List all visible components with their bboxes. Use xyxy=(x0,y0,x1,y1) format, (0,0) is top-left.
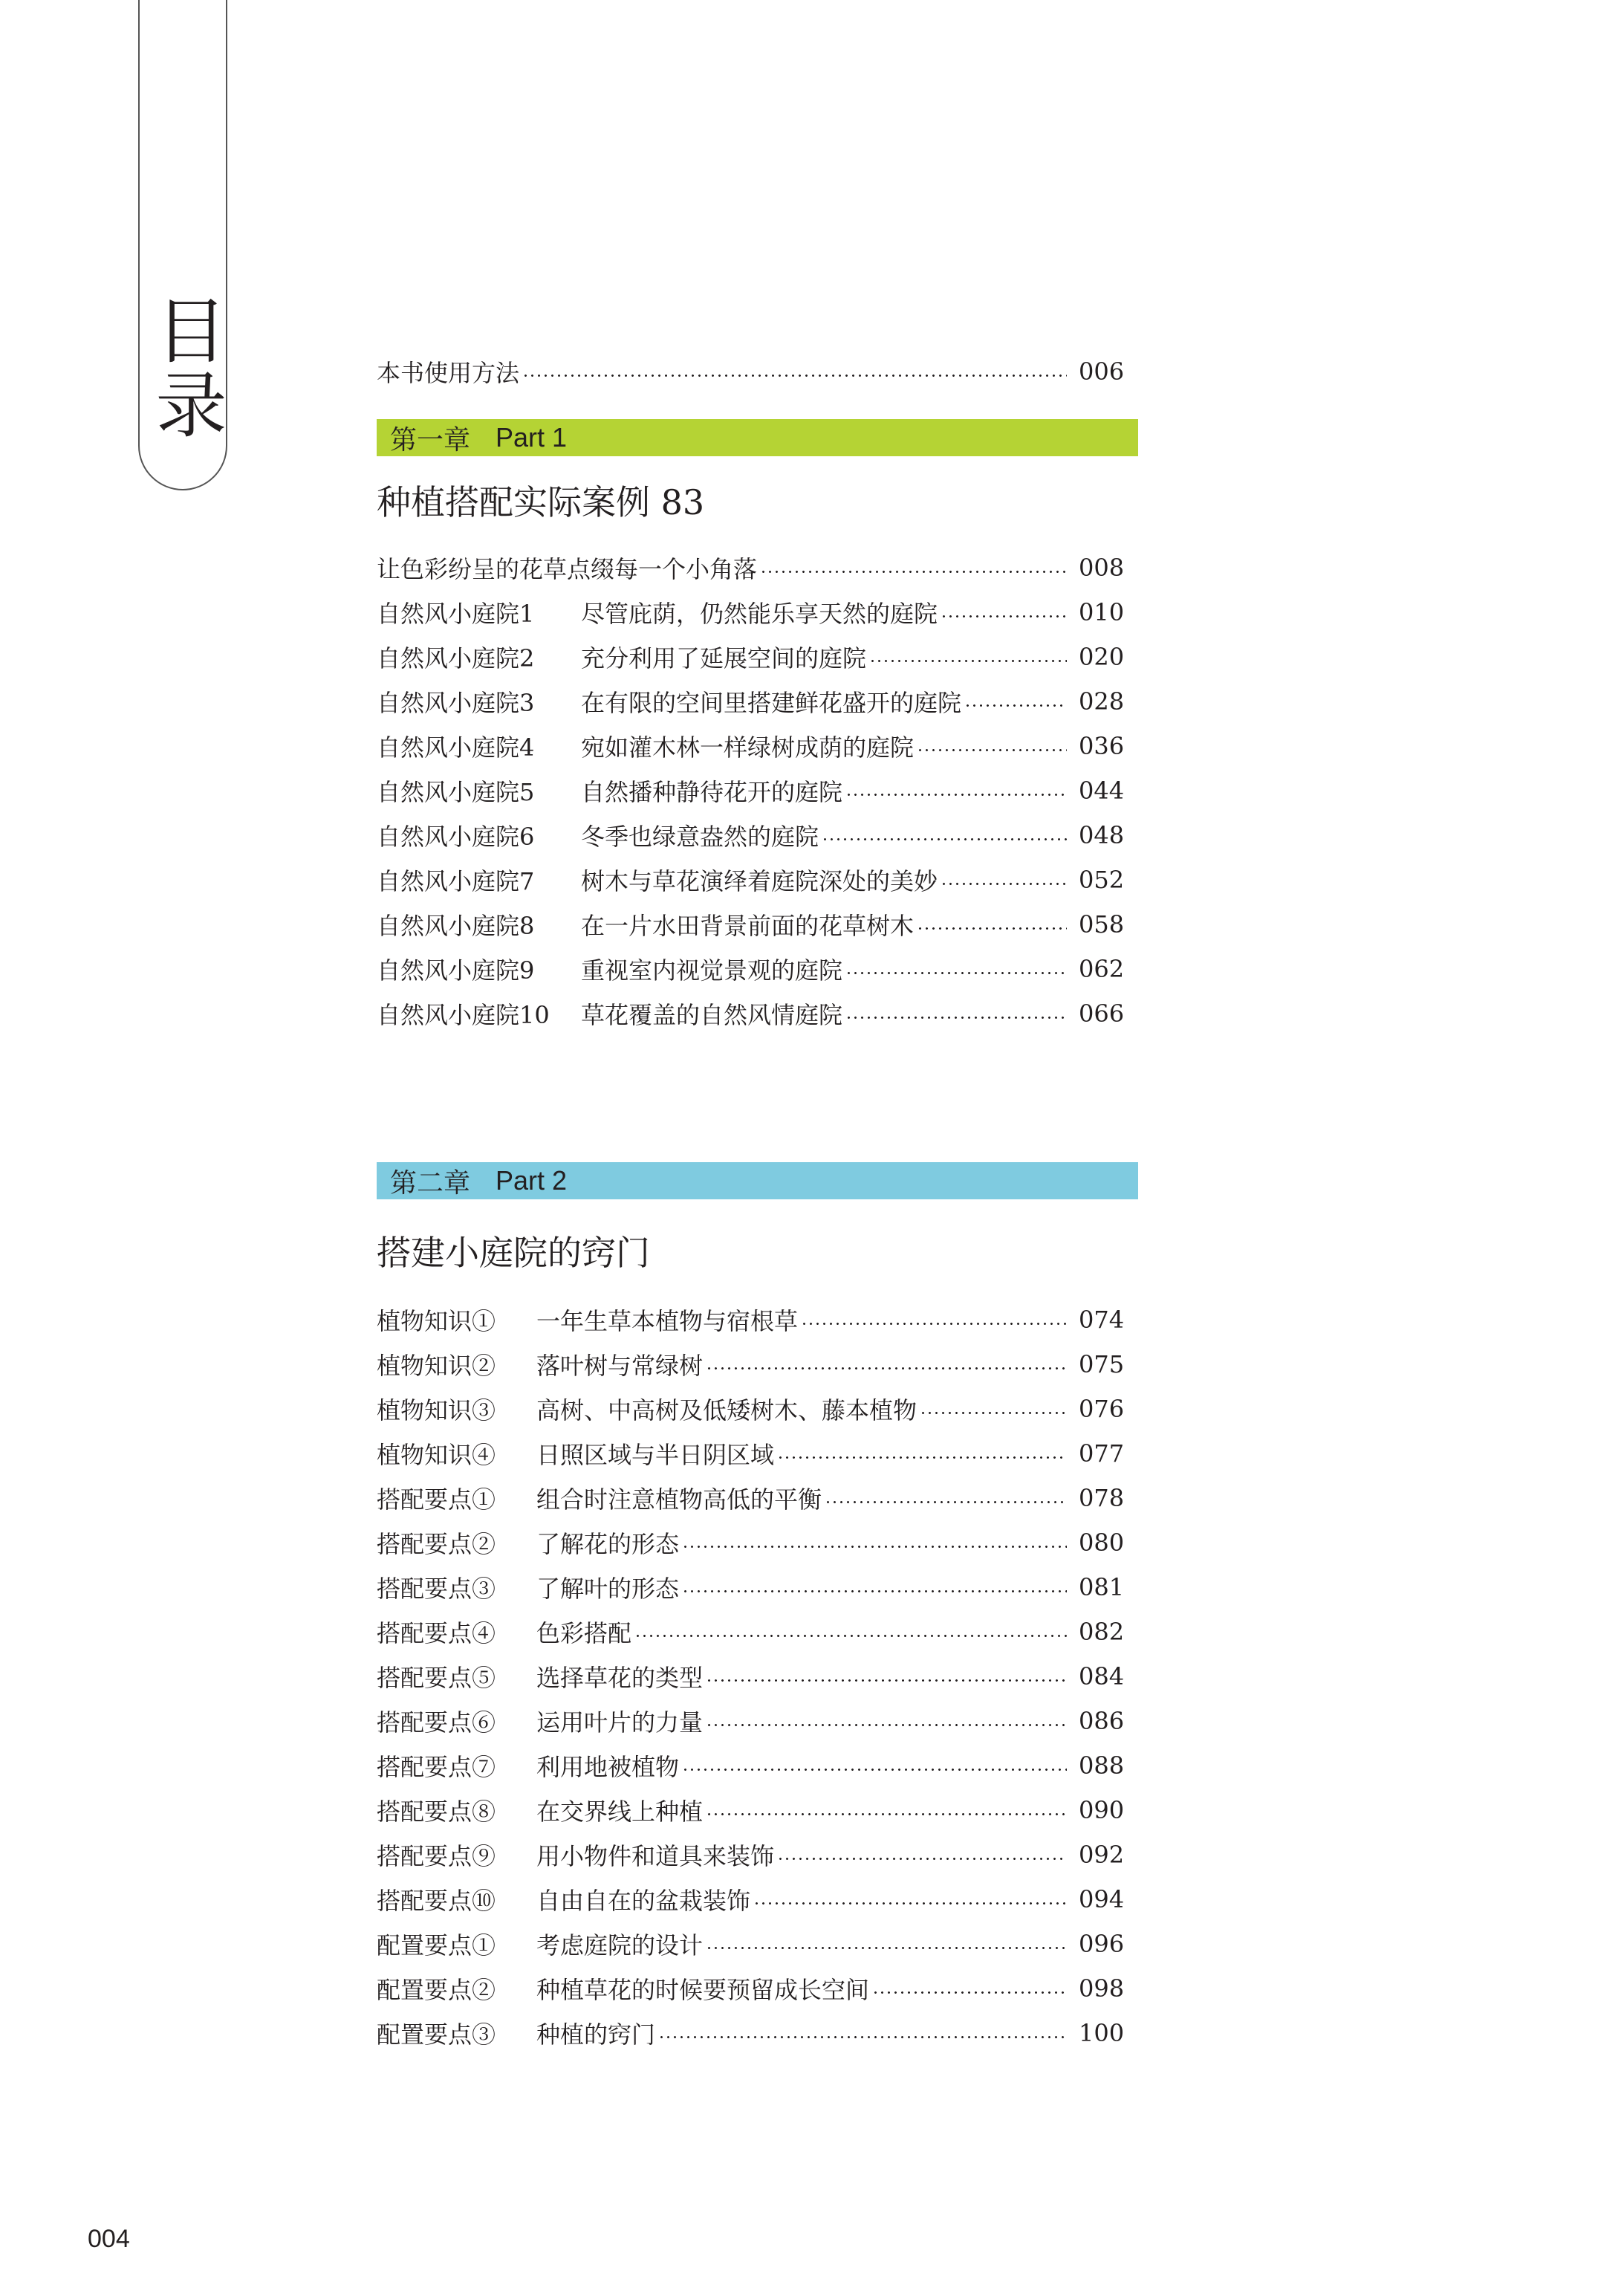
chapter2-part: Part 2 xyxy=(496,1165,568,1196)
entry-page: 006 xyxy=(1079,357,1125,386)
leader-dots xyxy=(753,1902,1067,1905)
entry-title: 树木与草花演绎着庭院深处的美妙 xyxy=(581,867,938,895)
entry-label: 自然风小庭院9 xyxy=(377,956,535,985)
entry-label: 自然风小庭院8 xyxy=(377,912,535,940)
entry-label: 搭配要点⑨ xyxy=(377,1842,496,1870)
entry-title: 一年生草本植物与宿根草 xyxy=(536,1307,799,1335)
entry-title: 色彩搭配 xyxy=(536,1619,632,1647)
entry-title: 冬季也绿意盎然的庭院 xyxy=(581,823,819,851)
entry-page: 062 xyxy=(1079,955,1125,983)
toc-entry[interactable] xyxy=(377,1966,1138,2011)
entry-label: 自然风小庭院2 xyxy=(377,644,535,672)
entry-page: 080 xyxy=(1079,1529,1125,1557)
entry-title: 种植草花的时候要预留成长空间 xyxy=(536,1976,870,2004)
toc-entry[interactable] xyxy=(377,724,1138,768)
leader-dots xyxy=(777,1456,1067,1459)
leader-dots xyxy=(964,704,1067,707)
leader-dots xyxy=(682,1590,1067,1592)
leader-dots xyxy=(825,1501,1067,1503)
entry-page: 028 xyxy=(1079,687,1125,716)
toc-entry[interactable] xyxy=(377,1565,1138,1610)
entry-label: 自然风小庭院10 xyxy=(377,1001,550,1029)
toc-heading: 目录 xyxy=(144,294,227,442)
entry-label: 配置要点③ xyxy=(377,2020,496,2049)
leader-dots xyxy=(706,1813,1067,1815)
toc-entry[interactable] xyxy=(377,768,1138,813)
leader-dots xyxy=(920,1412,1067,1414)
entry-label: 配置要点② xyxy=(377,1976,496,2004)
leader-dots xyxy=(872,1991,1067,1994)
entry-title: 在一片水田背景前面的花草树木 xyxy=(581,912,915,940)
page-number: 004 xyxy=(88,2225,130,2253)
toc-entry[interactable] xyxy=(377,1922,1138,1966)
entry-label: 搭配要点③ xyxy=(377,1575,496,1603)
leader-dots xyxy=(658,2036,1067,2038)
chapter1-bar xyxy=(377,419,1138,456)
entry-label: 搭配要点① xyxy=(377,1485,496,1514)
toc-entry[interactable] xyxy=(377,858,1138,902)
entry-title: 利用地被植物 xyxy=(536,1753,680,1781)
entry-title: 了解花的形态 xyxy=(536,1530,680,1558)
toc-entry[interactable] xyxy=(377,545,1138,590)
entry-title: 让色彩纷呈的花草点缀每一个小角落 xyxy=(377,555,758,583)
toc-entry[interactable] xyxy=(377,1342,1138,1387)
entry-label: 搭配要点⑥ xyxy=(377,1708,496,1737)
leader-dots xyxy=(845,972,1067,974)
leader-dots xyxy=(917,749,1067,751)
entry-page: 096 xyxy=(1079,1930,1125,1958)
leader-dots xyxy=(706,1679,1067,1682)
entry-label: 植物知识④ xyxy=(377,1441,496,1469)
leader-dots xyxy=(941,883,1067,885)
entry-label: 搭配要点② xyxy=(377,1530,496,1558)
entry-title: 组合时注意植物高低的平衡 xyxy=(536,1485,822,1514)
toc-entry[interactable] xyxy=(377,590,1138,635)
entry-label: 搭配要点⑤ xyxy=(377,1664,496,1692)
entry-title: 充分利用了延展空间的庭院 xyxy=(581,644,867,672)
toc-entry[interactable] xyxy=(377,1699,1138,1743)
entry-title: 草花覆盖的自然风情庭院 xyxy=(581,1001,843,1029)
chapter1-title: 种植搭配实际案例 83 xyxy=(377,482,705,522)
entry-page: 048 xyxy=(1079,821,1125,849)
entry-label: 自然风小庭院3 xyxy=(377,689,535,717)
entry-label: 植物知识③ xyxy=(377,1396,496,1424)
entry-page: 066 xyxy=(1079,999,1125,1028)
entry-title: 重视室内视觉景观的庭院 xyxy=(581,956,843,985)
entry-title: 在有限的空间里搭建鲜花盛开的庭院 xyxy=(581,689,962,717)
entry-page: 076 xyxy=(1079,1395,1125,1423)
toc-entry[interactable] xyxy=(377,813,1138,858)
entry-page: 074 xyxy=(1079,1306,1125,1334)
entry-page: 084 xyxy=(1079,1662,1125,1691)
entry-page: 075 xyxy=(1079,1350,1125,1378)
entry-page: 036 xyxy=(1079,732,1125,760)
entry-title: 高树、中高树及低矮树木、藤本植物 xyxy=(536,1396,917,1424)
leader-dots xyxy=(706,1367,1067,1369)
entry-label: 自然风小庭院4 xyxy=(377,733,535,762)
entry-title: 自由自在的盆栽装饰 xyxy=(536,1887,751,1915)
entry-label: 自然风小庭院5 xyxy=(377,778,535,806)
entry-title: 尽管庇荫，仍然能乐享天然的庭院 xyxy=(581,600,938,628)
toc-entry[interactable] xyxy=(377,1743,1138,1788)
entry-label: 自然风小庭院1 xyxy=(377,600,535,628)
chapter1-label: 第一章 xyxy=(390,424,471,455)
leader-dots xyxy=(869,660,1067,662)
leader-dots xyxy=(941,615,1067,617)
entry-title: 种植的窍门 xyxy=(536,2020,656,2049)
toc-entry[interactable] xyxy=(377,991,1138,1036)
entry-page: 078 xyxy=(1079,1484,1125,1512)
entry-page: 052 xyxy=(1079,866,1125,894)
entry-label: 搭配要点④ xyxy=(377,1619,496,1647)
entry-title: 运用叶片的力量 xyxy=(536,1708,704,1737)
leader-dots xyxy=(706,1724,1067,1726)
toc-entry[interactable] xyxy=(377,1476,1138,1520)
chapter1-part: Part 1 xyxy=(496,422,568,453)
entry-page: 081 xyxy=(1079,1573,1125,1601)
leader-dots xyxy=(760,571,1067,573)
entry-title: 宛如灌木林一样绿树成荫的庭院 xyxy=(581,733,915,762)
leader-dots xyxy=(682,1769,1067,1771)
leader-dots xyxy=(777,1858,1067,1860)
entry-label: 自然风小庭院6 xyxy=(377,823,535,851)
leader-dots xyxy=(845,1017,1067,1019)
entry-title: 用小物件和道具来装饰 xyxy=(536,1842,775,1870)
entry-page: 020 xyxy=(1079,643,1125,671)
entry-page: 100 xyxy=(1079,2019,1125,2047)
toc-entry[interactable] xyxy=(377,1610,1138,1654)
entry-page: 094 xyxy=(1079,1885,1125,1913)
entry-label: 植物知识① xyxy=(377,1307,496,1335)
entry-title: 落叶树与常绿树 xyxy=(536,1352,704,1380)
toc-entry[interactable] xyxy=(377,1387,1138,1431)
toc-entry[interactable] xyxy=(377,635,1138,679)
entry-label: 植物知识② xyxy=(377,1352,496,1380)
toc-entry[interactable] xyxy=(377,902,1138,947)
leader-dots xyxy=(682,1546,1067,1548)
entry-title: 日照区域与半日阴区域 xyxy=(536,1441,775,1469)
toc-entry[interactable] xyxy=(377,1788,1138,1832)
entry-page: 098 xyxy=(1079,1974,1125,2003)
entry-title: 本书使用方法 xyxy=(377,359,520,387)
toc-entry[interactable] xyxy=(377,679,1138,724)
chapter2-label: 第二章 xyxy=(390,1167,471,1198)
toc-entry[interactable] xyxy=(377,1431,1138,1476)
toc-entry[interactable] xyxy=(377,1877,1138,1922)
entry-page: 088 xyxy=(1079,1751,1125,1780)
leader-dots xyxy=(822,838,1067,840)
entry-label: 自然风小庭院7 xyxy=(377,867,535,895)
toc-entry[interactable] xyxy=(377,1520,1138,1565)
leader-dots xyxy=(917,927,1067,930)
entry-page: 008 xyxy=(1079,554,1125,582)
leader-dots xyxy=(801,1323,1067,1325)
entry-page: 082 xyxy=(1079,1618,1125,1646)
toc-entry[interactable] xyxy=(377,947,1138,991)
entry-page: 090 xyxy=(1079,1796,1125,1824)
entry-page: 086 xyxy=(1079,1707,1125,1735)
chapter2-bar xyxy=(377,1162,1138,1199)
leader-dots xyxy=(706,1947,1067,1949)
leader-dots xyxy=(634,1635,1067,1637)
toc-entry-intro[interactable] xyxy=(377,349,1138,394)
entry-label: 搭配要点⑩ xyxy=(377,1887,496,1915)
toc-entry[interactable] xyxy=(377,1832,1138,1877)
entry-title: 选择草花的类型 xyxy=(536,1664,704,1692)
entry-page: 044 xyxy=(1079,777,1125,805)
entry-title: 自然播种静待花开的庭院 xyxy=(581,778,843,806)
toc-entry[interactable] xyxy=(377,1297,1138,1342)
entry-page: 092 xyxy=(1079,1841,1125,1869)
leader-dots xyxy=(522,375,1067,377)
entry-label: 搭配要点⑦ xyxy=(377,1753,496,1781)
entry-page: 058 xyxy=(1079,910,1125,939)
entry-title: 了解叶的形态 xyxy=(536,1575,680,1603)
entry-page: 077 xyxy=(1079,1439,1125,1468)
chapter2-title: 搭建小庭院的窍门 xyxy=(377,1233,650,1273)
toc-entry[interactable] xyxy=(377,1654,1138,1699)
entry-title: 在交界线上种植 xyxy=(536,1798,704,1826)
entry-page: 010 xyxy=(1079,598,1125,626)
leader-dots xyxy=(845,794,1067,796)
entry-title: 考虑庭院的设计 xyxy=(536,1931,704,1960)
entry-label: 搭配要点⑧ xyxy=(377,1798,496,1826)
toc-entry[interactable] xyxy=(377,2011,1138,2055)
entry-label: 配置要点① xyxy=(377,1931,496,1960)
